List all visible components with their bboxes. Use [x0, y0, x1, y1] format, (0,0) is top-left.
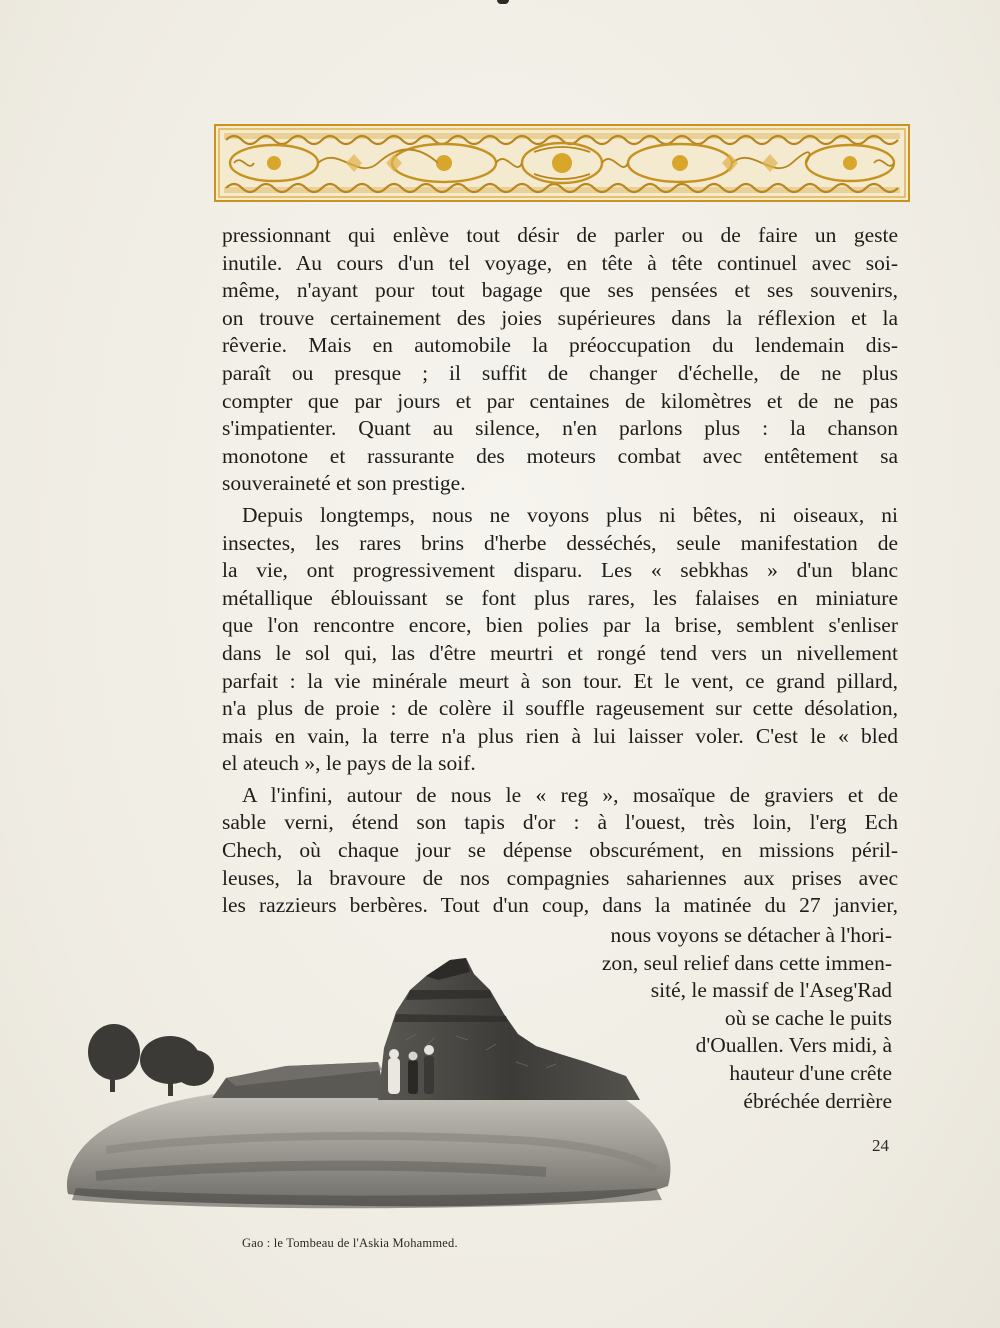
- text-line: dans le sol qui, las d'être meurtri et rongé tend vers un nivellement: [222, 640, 898, 665]
- text-line: hauteur d'une crête: [729, 1060, 892, 1085]
- text-line: nous voyons se détacher à l'hori-: [610, 923, 892, 947]
- text-line: on trouve certainement des joies supérieures dans la réflexion et la: [222, 305, 898, 330]
- text-line: mais en vain, la terre n'a plus rien à lui laisser voler. C'est le « bled: [222, 723, 898, 748]
- text-line: Depuis longtemps, nous ne voyons plus ni bêtes, ni oiseaux, ni: [242, 502, 898, 527]
- text-line: n'a plus de proie : de colère il souffle rageusement sur cette désolation,: [222, 696, 898, 721]
- text-line: zon, seul relief dans cette immen-: [601, 950, 892, 975]
- page-number: 24: [872, 1136, 889, 1155]
- text-line: que l'on rencontre encore, bien polies par la brise, semblent s'enliser: [222, 613, 898, 638]
- text-line: métallique éblouissant se font plus rares, les falaises en miniature: [222, 585, 898, 610]
- text-line: sable verni, étend son tapis d'or : à l'ouest, très loin, l'erg Ech: [222, 810, 898, 835]
- text-line: les razzieurs berbères. Tout d'un coup, dans la matinée du 27 janvier,: [222, 893, 898, 918]
- text-line: ébréchée derrière: [743, 1088, 892, 1113]
- text-line: A l'infini, autour de nous le « reg », mosaïque de graviers et de: [242, 782, 898, 807]
- text-line: souveraineté et son prestige.: [222, 471, 466, 496]
- text-line: paraît ou presque ; il suffit de changer d'échelle, de ne plus: [222, 360, 898, 385]
- text-line: sité, le massif de l'Aseg'Rad: [650, 978, 892, 1003]
- text-line: leuses, la bravoure de nos compagnies sahariennes aux prises avec: [222, 865, 898, 890]
- paragraph-1: [222, 222, 898, 498]
- text-line: rêverie. Mais en automobile la préoccupation du lendemain dis-: [222, 333, 898, 358]
- text-line: s'impatienter. Quant au silence, n'en parlons plus : la chanson: [222, 416, 898, 441]
- text-line: compter que par jours et par centaines de kilomètres et de ne pas: [222, 388, 898, 413]
- tomb-photograph: [66, 950, 686, 1212]
- text-line: la vie, ont progressivement disparu. Les « sebkhas » d'un blanc: [222, 558, 898, 583]
- text-line: Chech, où chaque jour se dépense obscurément, en missions péril-: [222, 838, 898, 863]
- paragraph-3: [222, 782, 898, 920]
- paragraph-2: [222, 502, 898, 778]
- text-line: pressionnant qui enlève tout désir de parler ou de faire un geste: [222, 223, 898, 247]
- text-line: el ateuch », le pays de la soif.: [222, 751, 476, 776]
- text-line: insectes, les rares brins d'herbe desséchés, seule manifestation de: [222, 530, 898, 555]
- text-line: où se cache le puits: [724, 1005, 892, 1030]
- body-text: [222, 222, 898, 920]
- text-line: même, n'ayant pour tout bagage que ses pensées et ses souvenirs,: [222, 278, 898, 303]
- text-line: d'Ouallen. Vers midi, à: [695, 1033, 892, 1058]
- photo-caption: Gao : le Tombeau de l'Askia Mohammed.: [242, 1236, 458, 1250]
- text-line: inutile. Au cours d'un tel voyage, en tête à tête continuel avec soi-: [222, 250, 898, 275]
- text-line: monotone et rassurante des moteurs combat avec entêtement sa: [222, 443, 898, 468]
- ornament-header-band: [214, 124, 910, 202]
- text-line: parfait : la vie minérale meurt à son tour. Et le vent, ce grand pillard,: [222, 668, 898, 693]
